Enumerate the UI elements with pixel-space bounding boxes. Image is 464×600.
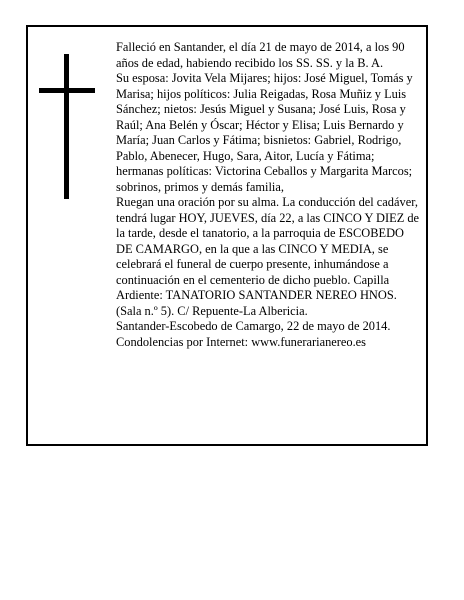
obituary-notice (26, 25, 428, 446)
family-list: Su esposa: Jovita Vela Mijares; hijos: José Miguel, Tomás y Marisa; hijos políticos: Julia Reigadas, Rosa Muñiz y Luis Sánchez; nietos: Jesús Miguel y Susana; José Luis, Rosa y Raúl; Ana Belén y Óscar; Héctor y Elisa; Luis Bernardo y María; Juan Carlos y Fátima; bisnietos: Gabriel, Rodrigo, Pablo, Abenecer, Hugo, Sara, Aitor, Lucía y Fátima; hermanas políticas: Victorina Ceballos y Margarita Marcos; sobrinos, primos y demás familia, (116, 71, 413, 194)
cross-icon (39, 54, 95, 199)
place-date: Santander-Escobedo de Camargo, 22 de mayo de 2014. (116, 319, 391, 333)
cross-horizontal-bar (39, 88, 95, 93)
death-announcement: Falleció en Santander, el día 21 de mayo de 2014, a los 90 años de edad, habiendo recibido los SS. SS. y la B. A. (116, 40, 405, 70)
cross-vertical-bar (64, 54, 69, 199)
funeral-details: Ruegan una oración por su alma. La conducción del cadáver, tendrá lugar HOY, JUEVES, día 22, a las CINCO Y DIEZ de la tarde, desde el tanatorio, a la parroquia de ESCOBEDO DE CAMARGO, en la que a las CINCO Y MEDIA, se celebrará el funeral de cuerpo presente, inhumándose a continuación en el cementerio de dicho pueblo. Capilla Ardiente: TANATORIO SANTANDER NEREO HNOS. (Sala n.º 5). C/ Repuente-La Albericia. (116, 195, 420, 318)
notice-text (116, 40, 420, 350)
online-condolences: Condolencias por Internet: www.funerarianereo.es (116, 334, 367, 349)
